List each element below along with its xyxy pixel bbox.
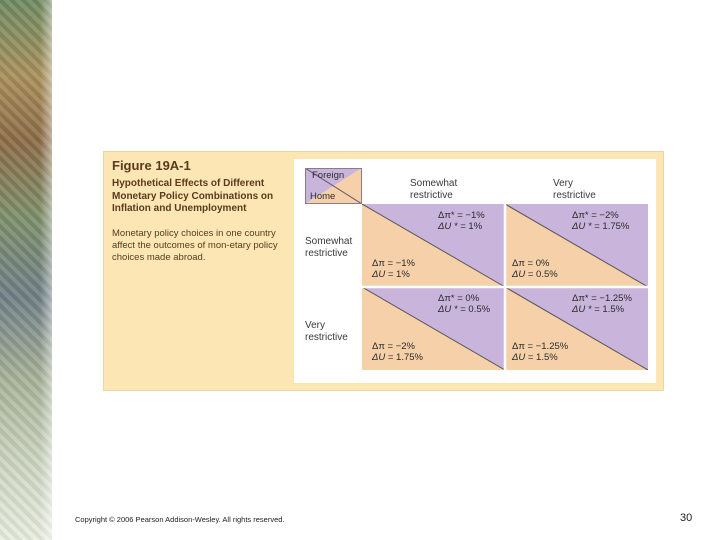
cell-3-home-values bbox=[372, 341, 423, 363]
row-header-very bbox=[305, 320, 348, 344]
cell-3-foreign-unemployment: ΔU * = 0.5% bbox=[438, 304, 491, 315]
col-header-somewhat-line2: restrictive bbox=[410, 190, 453, 201]
row-header-somewhat-line2: restrictive bbox=[305, 248, 348, 259]
cell-4-foreign-values bbox=[572, 293, 632, 315]
row-header-somewhat-line1: Somewhat bbox=[305, 236, 353, 247]
figure-subtitle: Hypothetical Effects of Different Monetary Policy Combinations on Inflation and Unemployment bbox=[112, 178, 274, 214]
page-number: 30 bbox=[680, 512, 693, 524]
cell-2-home-values bbox=[512, 258, 558, 280]
col-header-very-line1: Very bbox=[553, 178, 574, 189]
cell-1-foreign-unemployment: ΔU * = 1% bbox=[438, 221, 483, 232]
cell-3-home-inflation: Δπ = −2% bbox=[372, 341, 416, 352]
cell-2-foreign-values bbox=[572, 210, 629, 232]
cell-4-home-unemployment: ΔU = 1.5% bbox=[512, 352, 558, 363]
row-header-very-line2: restrictive bbox=[305, 332, 348, 343]
cell-2-home-inflation: Δπ = 0% bbox=[512, 258, 550, 269]
cell-4-foreign-unemployment: ΔU * = 1.5% bbox=[572, 304, 625, 315]
cell-4-home-values bbox=[512, 341, 568, 363]
col-header-somewhat bbox=[410, 178, 457, 202]
col-header-very bbox=[553, 178, 596, 202]
col-header-somewhat-line1: Somewhat bbox=[410, 178, 458, 189]
cell-1-home-values bbox=[372, 258, 415, 280]
cell-4-home-inflation: Δπ = −1.25% bbox=[512, 341, 569, 352]
row-header-somewhat bbox=[305, 236, 352, 260]
side-image-fade bbox=[40, 0, 66, 540]
cell-2-foreign-unemployment: ΔU * = 1.75% bbox=[572, 221, 630, 232]
corner-label-foreign: Foreign bbox=[312, 170, 345, 181]
cell-1-foreign-inflation: Δπ* = −1% bbox=[438, 210, 485, 221]
cell-1-home-unemployment: ΔU = 1% bbox=[372, 269, 410, 280]
col-header-very-line2: restrictive bbox=[553, 190, 596, 201]
figure-description: Monetary policy choices in one country affect the outcomes of mon-etary policy choices made abroad. bbox=[112, 228, 278, 263]
cell-3-foreign-values bbox=[438, 293, 490, 315]
cell-1-foreign-values bbox=[438, 210, 485, 232]
cell-3-home-unemployment: ΔU = 1.75% bbox=[372, 352, 423, 363]
cell-1-home-inflation: Δπ = −1% bbox=[372, 258, 416, 269]
cell-2-home-unemployment: ΔU = 0.5% bbox=[512, 269, 558, 280]
cell-4-foreign-inflation: Δπ* = −1.25% bbox=[572, 293, 632, 304]
row-header-very-line1: Very bbox=[305, 320, 326, 331]
cell-3-foreign-inflation: Δπ* = 0% bbox=[438, 293, 480, 304]
corner-label-home: Home bbox=[310, 191, 336, 202]
figure-title: Figure 19A-1 bbox=[112, 158, 191, 173]
cell-2-foreign-inflation: Δπ* = −2% bbox=[572, 210, 619, 221]
copyright-footer: Copyright © 2006 Pearson Addison-Wesley. All rights reserved. bbox=[75, 515, 285, 524]
